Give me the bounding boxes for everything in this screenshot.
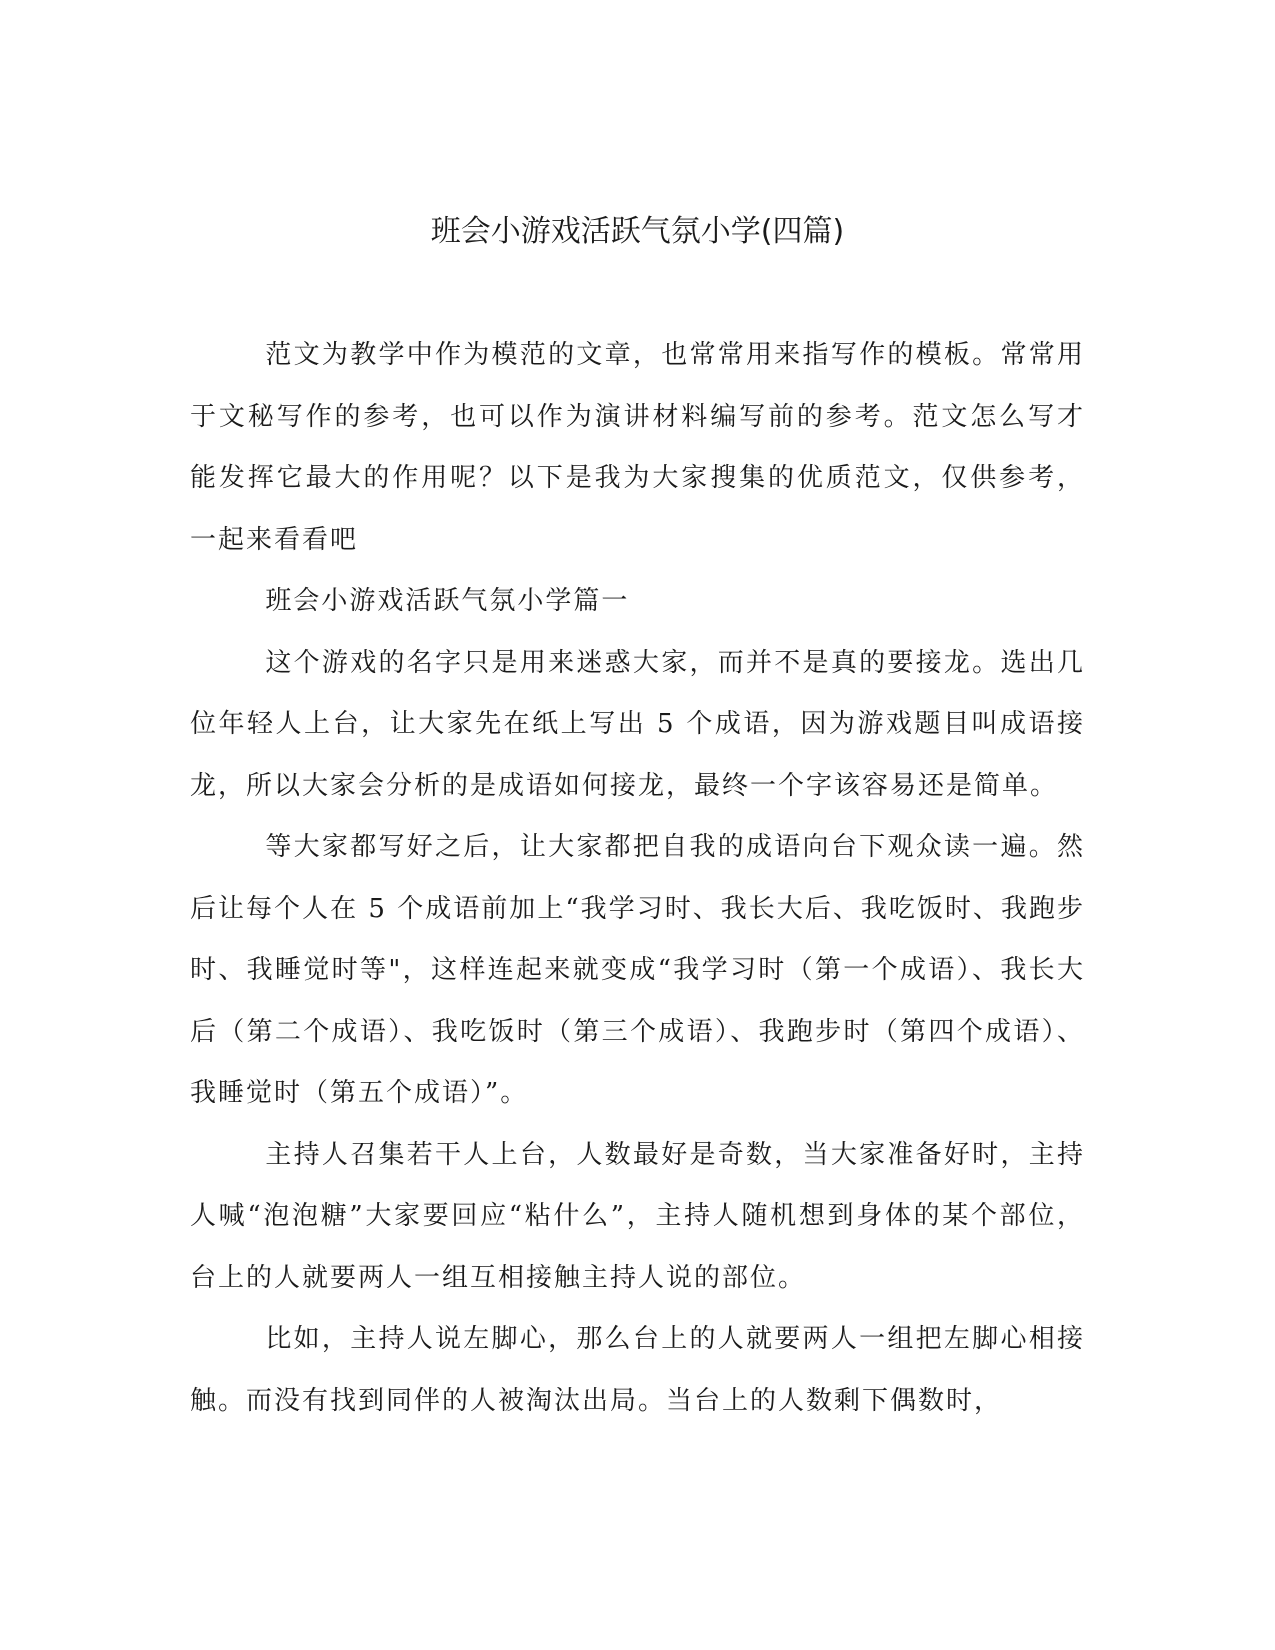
intro-paragraph: 范文为教学中作为模范的文章，也常常用来指写作的模板。常常用于文秘写作的参考，也可以作为演讲材料编写前的参考。范文怎么写才能发挥它最大的作用呢？以下是我为大家搜集的优质范文，仅供参考，一起来看看吧 xyxy=(190,340,1085,555)
body-paragraph: 主持人召集若干人上台，人数最好是奇数，当大家准备好时，主持人喊“泡泡糖”大家要回应“粘什么”，主持人随机想到身体的某个部位，台上的人就要两人一组互相接触主持人说的部位。 xyxy=(190,1139,1085,1293)
body-paragraph: 这个游戏的名字只是用来迷惑大家，而并不是真的要接龙。选出几位年轻人上台，让大家先在纸上写出 5 个成语，因为游戏题目叫成语接龙，所以大家会分析的是成语如何接龙，最终一个字该容易还是简单。 xyxy=(190,647,1085,801)
document-title: 班会小游戏活跃气氛小学(四篇) xyxy=(430,214,845,249)
body-paragraph: 等大家都写好之后，让大家都把自我的成语向台下观众读一遍。然后让每个人在 5 个成语前加上“我学习时、我长大后、我吃饭时、我跑步时、我睡觉时等"，这样连起来就变成“我学习时（第一个成语）、我长大后（第二个成语）、我吃饭时（第三个成语）、我跑步时（第四个成语）、我睡觉时（第五个成语）”。 xyxy=(190,832,1085,1108)
body-paragraph: 比如，主持人说左脚心，那么台上的人就要两人一组把左脚心相接触。而没有找到同伴的人被淘汰出局。当台上的人数剩下偶数时， xyxy=(190,1324,1085,1416)
section-heading: 班会小游戏活跃气氛小学篇一 xyxy=(265,586,630,616)
document-body xyxy=(190,325,1085,1432)
